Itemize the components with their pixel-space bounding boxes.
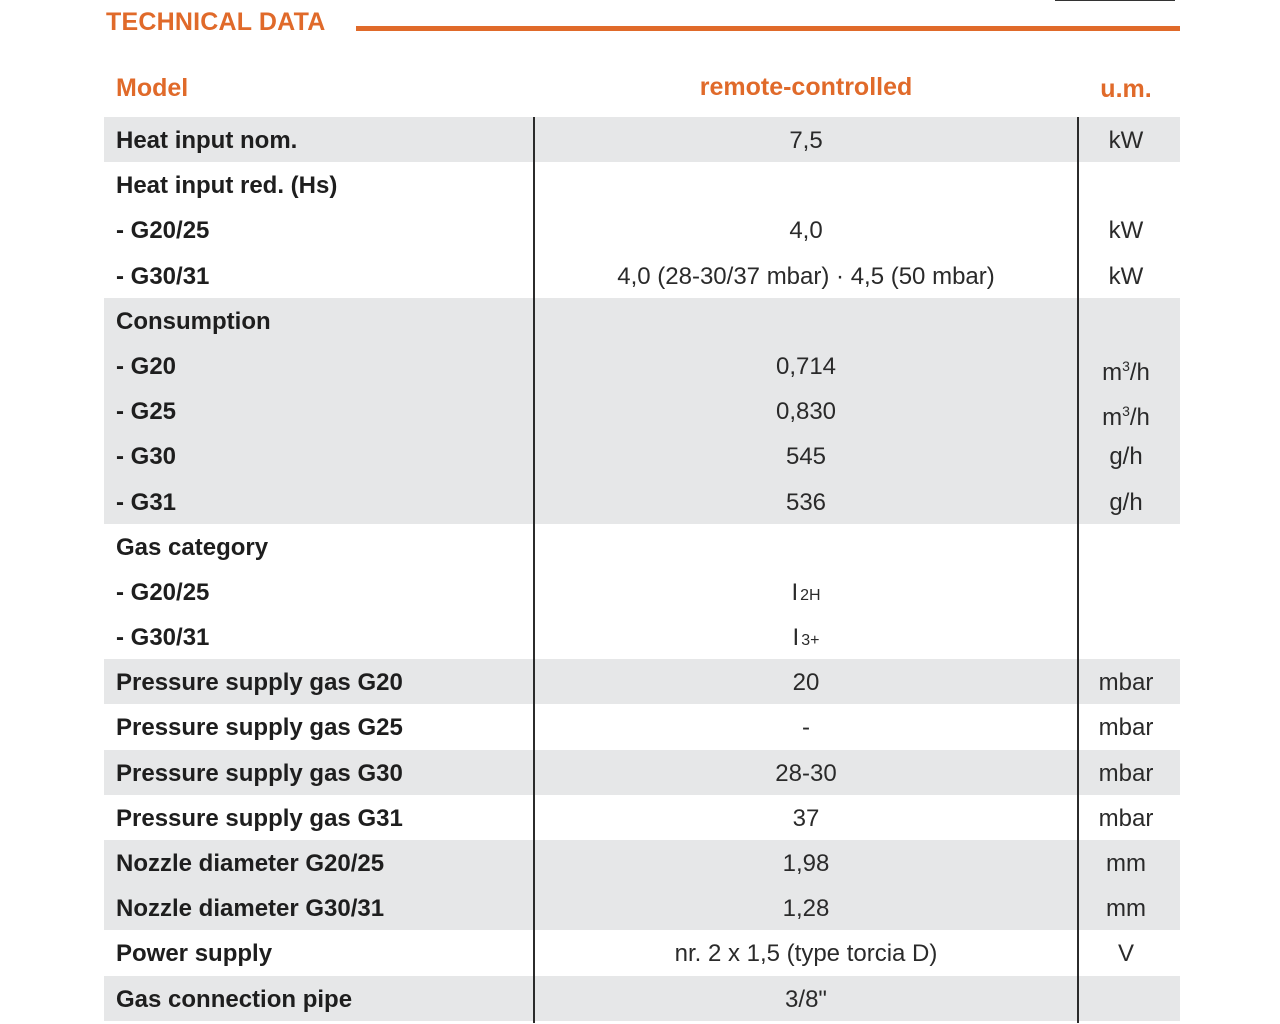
row-value: 545 [785, 443, 827, 471]
row-label: - G31 [116, 488, 177, 516]
row-label: Nozzle diameter G20/25 [116, 850, 385, 877]
spec-table [104, 117, 1180, 1021]
row-unit: g/h [1109, 443, 1143, 471]
row-value: 4,0 (28-30/37 mbar) · 4,5 (50 mbar) [617, 262, 995, 290]
row-unit: mbar [1098, 714, 1154, 742]
row-label: Gas connection pipe [116, 985, 353, 1013]
row-label: Consumption [116, 307, 271, 335]
row-label: Heat input nom. [116, 127, 298, 154]
row-value [534, 162, 1078, 207]
row-unit [1078, 388, 1174, 433]
row-unit: kW [1108, 217, 1144, 245]
header-unit: u.m. [1100, 75, 1152, 103]
table-row [104, 885, 1180, 930]
row-unit [1078, 976, 1174, 1021]
row-value: 1,28 [782, 895, 830, 923]
row-label: - G25 [116, 398, 177, 426]
gas-category-sub: 2H [800, 586, 821, 604]
row-label: Pressure supply gas G30 [116, 759, 403, 787]
row-value: 3/8" [785, 985, 827, 1013]
table-row [104, 659, 1180, 704]
row-label: Power supply [116, 940, 273, 968]
row-label: - G20/25 [116, 217, 210, 245]
row-unit: V [1117, 940, 1134, 968]
table-row [104, 704, 1180, 749]
unit-superscript: 3 [1122, 357, 1130, 374]
row-value: - [802, 714, 810, 742]
table-row [104, 253, 1180, 298]
row-value: 536 [785, 488, 827, 516]
table-row [104, 524, 1180, 569]
column-divider-right [1077, 117, 1079, 1023]
table-row [104, 343, 1180, 388]
row-unit [1078, 298, 1174, 343]
row-unit: g/h [1109, 488, 1143, 516]
title-rule [356, 26, 1180, 31]
row-unit: mbar [1098, 804, 1154, 832]
row-label: - G20 [116, 352, 177, 380]
row-label: Pressure supply gas G20 [116, 669, 403, 697]
row-value [534, 298, 1078, 343]
row-unit [1078, 524, 1174, 569]
row-label: - G20/25 [116, 578, 210, 606]
gas-category-main: I [792, 624, 800, 652]
unit-tail: /h [1129, 358, 1150, 386]
row-unit: mbar [1098, 669, 1154, 697]
row-value: nr. 2 x 1,5 (type torcia D) [674, 940, 938, 968]
column-divider-left [533, 117, 535, 1023]
gas-category-main: I [791, 578, 799, 606]
unit-superscript: 3 [1122, 403, 1130, 420]
gas-category-sub: 3+ [801, 632, 820, 650]
row-label: - G30 [116, 443, 177, 471]
unit-tail: /h [1129, 404, 1150, 432]
unit-base: m [1102, 404, 1123, 432]
row-label: Nozzle diameter G30/31 [116, 895, 385, 923]
row-value [534, 569, 1078, 614]
row-label: Pressure supply gas G31 [116, 804, 403, 832]
row-unit: kW [1108, 127, 1144, 154]
row-label: - G30/31 [116, 624, 210, 652]
row-unit [1078, 569, 1174, 614]
table-row [104, 388, 1180, 433]
row-label: Pressure supply gas G25 [116, 714, 403, 742]
row-value: 20 [792, 669, 820, 697]
table-row [104, 840, 1180, 885]
row-value: 0,830 [775, 398, 837, 426]
table-row [104, 207, 1180, 252]
table-row [104, 117, 1180, 162]
table-row [104, 930, 1180, 975]
row-value [534, 524, 1078, 569]
table-row [104, 750, 1180, 795]
row-unit: mbar [1098, 759, 1154, 787]
table-row [104, 795, 1180, 840]
row-label: Gas category [116, 533, 269, 561]
row-unit: kW [1108, 262, 1144, 290]
row-unit: mm [1106, 895, 1146, 923]
row-value [534, 614, 1078, 659]
header-version: remote-controlled [699, 73, 913, 101]
table-row [104, 298, 1180, 343]
row-value: 37 [792, 804, 820, 832]
header-model: Model [116, 74, 189, 102]
table-row [104, 976, 1180, 1021]
table-row [104, 569, 1180, 614]
row-value: 28-30 [775, 759, 837, 787]
row-label: - G30/31 [116, 262, 210, 290]
table-header [104, 70, 1180, 110]
row-unit [1078, 343, 1174, 388]
row-value: 1,98 [782, 850, 830, 877]
row-value: 7,5 [789, 127, 823, 154]
section-title: TECHNICAL DATA [106, 8, 326, 36]
row-unit: mm [1106, 850, 1146, 877]
table-row [104, 433, 1180, 478]
table-row [104, 479, 1180, 524]
row-unit [1078, 162, 1174, 207]
table-row [104, 614, 1180, 659]
row-value: 0,714 [775, 352, 837, 380]
row-unit [1078, 614, 1174, 659]
table-row [104, 162, 1180, 207]
row-label: Heat input red. (Hs) [116, 172, 338, 200]
row-value: 4,0 [789, 217, 823, 245]
top-rule [1055, 0, 1175, 1]
unit-base: m [1102, 358, 1123, 386]
